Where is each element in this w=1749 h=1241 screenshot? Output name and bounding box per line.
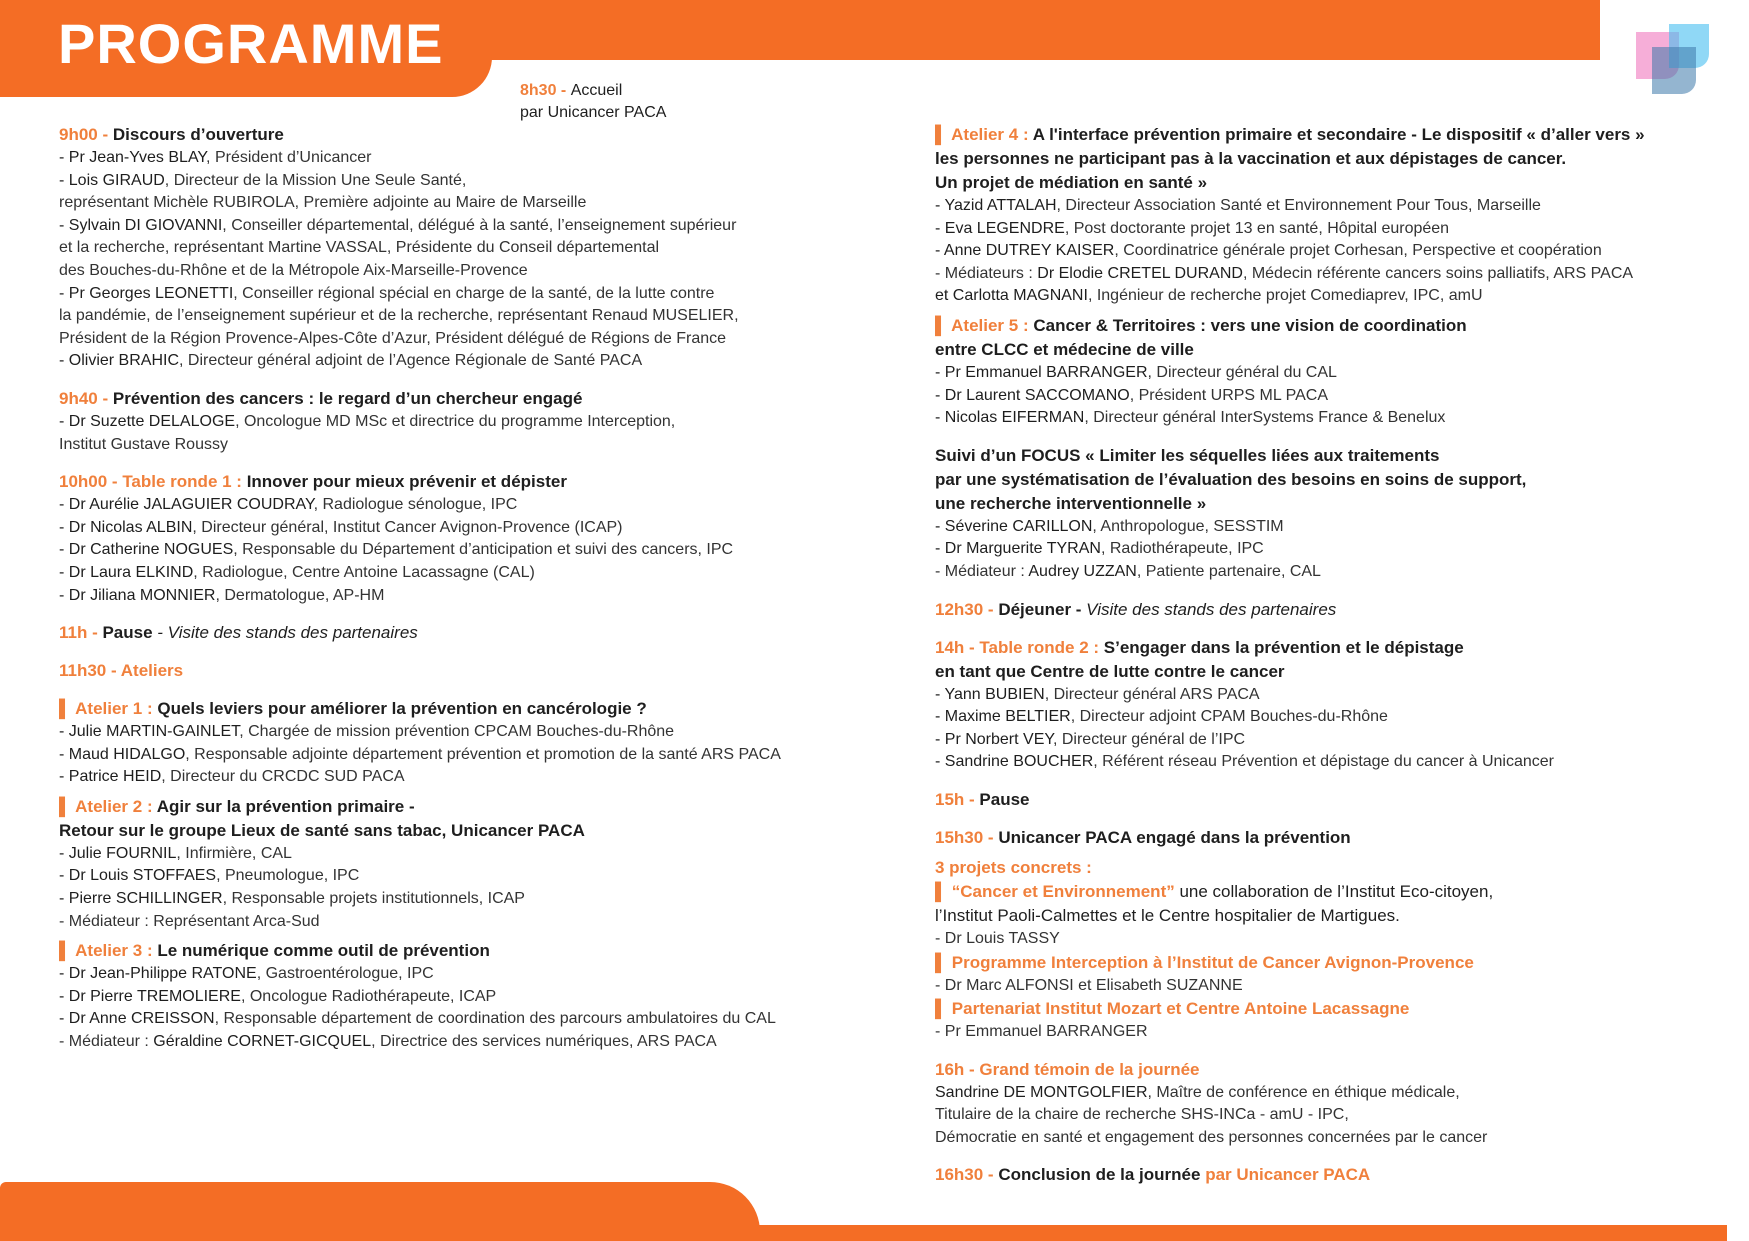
speaker-name: - Dr Pierre TREMOLIERE xyxy=(59,987,241,1005)
speaker-name: - Eva LEGENDRE xyxy=(935,219,1065,237)
session-engagement xyxy=(935,826,1695,850)
speaker-name: - Lois GIRAUD xyxy=(59,171,165,189)
speaker-role: , Directeur Association Santé et Environnement Pour Tous, Marseille xyxy=(1056,197,1541,214)
speaker-role: , Coordinatrice générale projet Corhesan, Perspective et coopération xyxy=(1114,242,1602,260)
speaker-role: , Conseiller régional spécial en charge de la santé, de la lutte contre xyxy=(233,284,715,302)
project-people: - Dr Marc ALFONSI et Elisabeth SUZANNE xyxy=(935,976,1243,994)
speaker-name: - Pierre SCHILLINGER xyxy=(59,890,223,908)
atelier-3 xyxy=(59,939,819,1053)
speaker-line xyxy=(59,215,819,238)
project-2 xyxy=(935,951,1695,975)
speaker-name: - Yann BUBIEN xyxy=(935,685,1045,703)
speaker-name: - Nicolas EIFERMAN xyxy=(935,409,1085,427)
speaker-prefix: - Médiateur : xyxy=(59,1033,154,1051)
speaker-line xyxy=(59,283,819,306)
speaker-line xyxy=(59,865,819,888)
atelier-title: Quels leviers pour améliorer la prévention en cancérologie ? xyxy=(157,699,647,719)
speaker-role: , Anthropologue, SESSTIM xyxy=(1092,517,1284,535)
speaker-name: - Dr Aurélie JALAGUIER COUDRAY xyxy=(59,496,314,514)
speaker-role: , Médecin référente cancers soins palliatifs, ARS PACA xyxy=(1242,264,1634,282)
speaker-name: - Dr Laura ELKIND xyxy=(59,563,194,581)
page-title: PROGRAMME xyxy=(58,12,444,75)
atelier-title-cont: Retour sur le groupe Lieux de santé sans tabac, Unicancer PACA xyxy=(59,820,585,840)
speaker-line xyxy=(935,729,1695,752)
speaker-role: , Oncologue MD MSc et directrice du programme Interception, xyxy=(235,412,676,430)
session-lunch xyxy=(935,598,1695,622)
speaker-name: - Dr Louis STOFFAES xyxy=(59,867,217,885)
speaker-role: , Gastroentérologue, IPC xyxy=(256,965,434,983)
speaker-name: Audrey UZZAN xyxy=(1028,562,1137,580)
speaker-role: représentant Michèle RUBIROLA, Première adjointe au Maire de Marseille xyxy=(59,194,587,212)
speaker-line xyxy=(59,963,819,986)
speaker-line xyxy=(935,195,1695,218)
speaker-line xyxy=(59,305,819,328)
speaker-list xyxy=(59,963,819,1053)
atelier-title: Agir sur la prévention primaire - xyxy=(156,796,415,816)
speaker-role: , Pneumologue, IPC xyxy=(216,867,360,885)
speaker-line xyxy=(59,888,819,911)
speaker-line xyxy=(59,744,819,767)
session-title: Innover pour mieux prévenir et dépister xyxy=(246,472,567,492)
speaker-list xyxy=(935,195,1695,308)
accueil-block xyxy=(520,80,666,124)
session-title: S’engager dans la prévention et le dépistage xyxy=(1103,637,1464,657)
speaker-line xyxy=(59,539,819,562)
speaker-role: , Référent réseau Prévention et dépistage du cancer à Unicancer xyxy=(1093,753,1554,771)
speaker-role: , Oncologue Radiothérapeute, ICAP xyxy=(240,987,497,1005)
speaker-line xyxy=(59,260,819,283)
speaker-line xyxy=(935,538,1695,561)
atelier-title: Le numérique comme outil de prévention xyxy=(157,941,490,961)
bullet-bar-icon: ▌ xyxy=(59,699,72,719)
atelier-2 xyxy=(59,795,819,933)
unicancer-logo-icon xyxy=(1636,24,1712,96)
atelier-4 xyxy=(935,123,1695,308)
bullet-bar-icon: ▌ xyxy=(935,315,948,335)
speaker-list xyxy=(59,411,819,456)
time: 16h - xyxy=(935,1059,980,1079)
speaker-role: , Responsable du Département d’anticipation et suivi des cancers, IPC xyxy=(233,541,734,559)
speaker-name: - Sylvain DI GIOVANNI xyxy=(59,216,223,234)
atelier-title: Cancer & Territoires : vers une vision de coordination xyxy=(1033,315,1467,335)
speaker-line xyxy=(59,986,819,1009)
speaker-role: , Président d’Unicancer xyxy=(206,149,372,166)
speaker-name: - Dr Jean-Philippe RATONE xyxy=(59,965,257,983)
speaker-name: - Dr Laurent SACCOMANO xyxy=(935,386,1130,404)
speaker-line xyxy=(59,494,819,517)
time: 11h30 - xyxy=(59,661,121,681)
speaker-name: - Julie MARTIN-GAINLET xyxy=(59,723,240,741)
speaker-role: , Directeur général de l’IPC xyxy=(1052,730,1246,748)
session-label: Ateliers xyxy=(120,661,184,681)
speaker-role: la pandémie, de l’enseignement supérieur et de la recherche, représentant Renaud MUSELIER, xyxy=(59,307,739,325)
atelier-1 xyxy=(59,697,819,789)
separator: - xyxy=(152,623,168,643)
atelier-5 xyxy=(935,314,1695,430)
focus-block xyxy=(935,444,1695,584)
focus-title-cont: une recherche interventionnelle » xyxy=(935,493,1207,513)
speaker-line xyxy=(59,766,819,789)
accueil-label: Accueil xyxy=(570,82,623,99)
speaker-line xyxy=(935,516,1695,539)
time: 12h30 - xyxy=(935,599,999,619)
speaker-name: Dr Elodie CRETEL DURAND xyxy=(1037,264,1243,282)
speaker-line xyxy=(59,843,819,866)
project-label: Partenariat Institut Mozart et Centre Antoine Lacassagne xyxy=(951,999,1410,1019)
time: 16h30 - xyxy=(935,1165,999,1185)
session-label: Table ronde 2 : xyxy=(979,637,1104,657)
speaker-role: , Radiothérapeute, IPC xyxy=(1100,540,1264,558)
atelier-label: Atelier 2 : xyxy=(75,796,157,816)
time: 10h00 - xyxy=(59,472,123,492)
speaker-name: Sandrine DE MONTGOLFIER xyxy=(935,1083,1148,1101)
speaker-role: , Conseiller départemental, délégué à la santé, l’enseignement supérieur xyxy=(222,216,737,234)
speaker-line xyxy=(59,911,819,934)
time: 15h - xyxy=(935,789,980,809)
speaker-list xyxy=(59,494,819,607)
session-title: Conclusion de la journée xyxy=(998,1165,1206,1185)
speaker-line xyxy=(935,407,1695,430)
speaker-role: , Dermatologue, AP-HM xyxy=(215,586,385,604)
speaker-role: , Directeur général, Institut Cancer Avignon-Provence (ICAP) xyxy=(192,518,623,536)
session-ateliers xyxy=(59,659,819,683)
session-title: Prévention des cancers : le regard d’un chercheur engagé xyxy=(112,388,583,408)
speaker-name: - Dr Anne CREISSON xyxy=(59,1010,215,1028)
project-people: - Dr Louis TASSY xyxy=(935,929,1060,947)
speaker-list xyxy=(59,721,819,789)
bullet-bar-icon: ▌ xyxy=(935,999,948,1019)
atelier-title-cont: les personnes ne participant pas à la vaccination et aux dépistages de cancer. xyxy=(935,149,1567,168)
project-1 xyxy=(935,880,1695,904)
speaker-role: , Radiologue, Centre Antoine Lacassagne (CAL) xyxy=(193,563,535,581)
bullet-bar-icon: ▌ xyxy=(935,125,948,144)
time: 15h30 - xyxy=(935,827,999,847)
speaker-line xyxy=(935,285,1695,308)
speaker-name: - Dr Suzette DELALOGE xyxy=(59,412,236,430)
speaker-role: - Médiateur : Représentant Arca-Sud xyxy=(59,912,320,930)
speaker-prefix: - Médiateurs : xyxy=(935,264,1038,282)
session-pause xyxy=(59,621,819,645)
session-label: Table ronde 1 : xyxy=(122,472,247,492)
focus-title-cont: par une systématisation de l’évaluation des besoins en soins de support, xyxy=(935,469,1527,489)
time: 9h00 - xyxy=(59,125,113,144)
atelier-title: A l'interface prévention primaire et secondaire - Le dispositif « d’aller vers » xyxy=(1032,125,1645,144)
speaker-role: , Directeur du CRCDC SUD PACA xyxy=(161,768,405,786)
speaker-line xyxy=(935,751,1695,774)
speaker-name: et Carlotta MAGNANI xyxy=(935,287,1088,305)
speaker-role: , Maître de conférence en éthique médicale, xyxy=(1147,1083,1460,1101)
atelier-label: Atelier 4 : xyxy=(951,125,1033,144)
speaker-role: , Responsable département de coordination des parcours ambulatoires du CAL xyxy=(214,1010,776,1028)
project-desc-cont: l’Institut Paoli-Calmettes et le Centre hospitalier de Martigues. xyxy=(935,905,1400,925)
speaker-line xyxy=(935,561,1695,584)
speaker-role: , Directeur général ARS PACA xyxy=(1044,685,1260,703)
speaker-name: - Séverine CARILLON xyxy=(935,517,1093,535)
atelier-title-cont: Un projet de médiation en santé » xyxy=(935,173,1208,192)
session-table-ronde-1 xyxy=(59,470,819,607)
speaker-role: , Directeur général adjoint de l’Agence Régionale de Santé PACA xyxy=(179,352,643,370)
speaker-line xyxy=(935,240,1695,263)
bullet-bar-icon: ▌ xyxy=(59,941,72,961)
atelier-title-cont: entre CLCC et médecine de ville xyxy=(935,339,1194,359)
session-opening xyxy=(59,123,819,373)
speaker-list xyxy=(935,362,1695,430)
project-label: “Cancer et Environnement” xyxy=(951,881,1175,901)
session-by: par Unicancer PACA xyxy=(1205,1165,1371,1185)
speaker-line xyxy=(59,147,819,170)
speaker-role: , Responsable projets institutionnels, ICAP xyxy=(222,890,525,908)
speaker-line xyxy=(59,192,819,215)
session-label: Grand témoin de la journée xyxy=(979,1059,1200,1079)
speaker-role: , Post doctorante projet 13 en santé, Hôpital européen xyxy=(1064,219,1450,237)
bullet-bar-icon: ▌ xyxy=(935,881,948,901)
right-column xyxy=(935,123,1695,1201)
speaker-line xyxy=(59,434,819,457)
speaker-role: des Bouches-du-Rhône et de la Métropole Aix-Marseille-Provence xyxy=(59,261,528,279)
speaker-name: - Dr Nicolas ALBIN xyxy=(59,518,193,536)
speaker-role: Institut Gustave Roussy xyxy=(59,435,228,453)
speaker-line xyxy=(59,517,819,540)
speaker-name: - Olivier BRAHIC xyxy=(59,352,180,370)
session-title: Unicancer PACA engagé dans la prévention xyxy=(998,827,1351,847)
speaker-line xyxy=(935,362,1695,385)
speaker-line xyxy=(59,170,819,193)
speaker-role: , Directeur général InterSystems France & Benelux xyxy=(1084,409,1446,427)
speaker-role: , Responsable adjointe département prévention et promotion de la santé ARS PACA xyxy=(185,745,781,763)
session-title: Discours d’ouverture xyxy=(112,125,284,144)
speaker-line xyxy=(59,1008,819,1031)
projects-heading: 3 projets concrets : xyxy=(935,857,1092,877)
speaker-prefix: - Médiateur : xyxy=(935,562,1029,580)
session-title-cont: en tant que Centre de lutte contre le cancer xyxy=(935,661,1285,681)
speaker-line xyxy=(935,706,1695,729)
speaker-role: , Directeur général du CAL xyxy=(1147,363,1337,381)
speaker-name: - Anne DUTREY KAISER xyxy=(935,242,1115,260)
speaker-role: , Directrice des services numériques, ARS PACA xyxy=(371,1033,717,1051)
session-title: Déjeuner - xyxy=(998,599,1087,619)
session-title: Pause xyxy=(102,623,153,643)
speaker-role-cont: Démocratie en santé et engagement des personnes concernées par le cancer xyxy=(935,1128,1488,1146)
speaker-line xyxy=(59,1031,819,1054)
speaker-role: , Infirmière, CAL xyxy=(176,844,292,862)
speaker-line xyxy=(59,585,819,608)
bullet-bar-icon: ▌ xyxy=(59,796,72,816)
atelier-label: Atelier 1 : xyxy=(75,699,158,719)
speaker-list xyxy=(935,684,1695,774)
speaker-role: , Président URPS ML PACA xyxy=(1129,386,1329,404)
speaker-line xyxy=(935,684,1695,707)
accueil-by: par Unicancer PACA xyxy=(520,104,667,121)
speaker-name: - Pr Georges LEONETTI xyxy=(59,284,234,302)
speaker-line xyxy=(59,721,819,744)
speaker-role: , Patiente partenaire, CAL xyxy=(1136,562,1321,580)
atelier-label: Atelier 5 : xyxy=(951,315,1034,335)
speaker-line xyxy=(935,263,1695,286)
speaker-name: - Dr Catherine NOGUES xyxy=(59,541,234,559)
time: 9h40 - xyxy=(59,388,113,408)
speaker-role: et la recherche, représentant Martine VASSAL, Présidente du Conseil départemental xyxy=(59,239,660,257)
speaker-name: - Yazid ATTALAH xyxy=(935,197,1057,214)
speaker-name: - Sandrine BOUCHER xyxy=(935,753,1094,771)
speaker-name: - Maxime BELTIER xyxy=(935,708,1071,726)
speaker-role: , Chargée de mission prévention CPCAM Bouches-du-Rhône xyxy=(239,723,675,741)
session-title: Pause xyxy=(979,789,1030,809)
speaker-name: - Dr Marguerite TYRAN xyxy=(935,540,1101,558)
speaker-line xyxy=(59,411,819,434)
speaker-list xyxy=(59,147,819,373)
project-people: - Pr Emmanuel BARRANGER xyxy=(935,1023,1148,1041)
session-note: Visite des stands des partenaires xyxy=(1086,599,1337,619)
focus-title: Suivi d’un FOCUS « Limiter les séquelles liées aux traitements xyxy=(935,445,1440,465)
session-conclusion xyxy=(935,1163,1695,1187)
speaker-role: , Directeur adjoint CPAM Bouches-du-Rhône xyxy=(1070,708,1388,726)
speaker-line xyxy=(59,328,819,351)
session-keynote xyxy=(59,387,819,456)
speaker-line xyxy=(59,562,819,585)
session-pause-2 xyxy=(935,788,1695,812)
speaker-role: , Radiologue sénologue, IPC xyxy=(313,496,518,514)
speaker-list xyxy=(59,843,819,933)
time: 11h - xyxy=(59,623,103,643)
projects-block xyxy=(935,856,1695,1044)
speaker-name: - Pr Jean-Yves BLAY xyxy=(59,149,207,166)
speaker-role: , Ingénieur de recherche projet Comediaprev, IPC, amU xyxy=(1087,287,1483,305)
speaker-name: - Patrice HEID xyxy=(59,768,162,786)
speaker-name: - Julie FOURNIL xyxy=(59,844,177,862)
speaker-role: , Directeur de la Mission Une Seule Santé, xyxy=(164,171,467,189)
atelier-label: Atelier 3 : xyxy=(75,941,158,961)
speaker-line xyxy=(935,385,1695,408)
project-3 xyxy=(935,997,1695,1021)
footer-band xyxy=(0,1225,1727,1241)
speaker-role-cont: Titulaire de la chaire de recherche SHS-INCa - amU - IPC, xyxy=(935,1106,1349,1124)
session-witness xyxy=(935,1058,1695,1150)
project-label: Programme Interception à l’Institut de Cancer Avignon-Provence xyxy=(951,952,1474,972)
time: 14h - xyxy=(935,637,980,657)
speaker-name: - Maud HIDALGO xyxy=(59,745,186,763)
speaker-name: - Dr Jiliana MONNIER xyxy=(59,586,216,604)
speaker-line xyxy=(59,350,819,373)
time: 8h30 - xyxy=(520,82,571,99)
session-table-ronde-2 xyxy=(935,636,1695,774)
speaker-line xyxy=(935,218,1695,241)
logo-blue-square xyxy=(1652,47,1696,94)
left-column xyxy=(59,123,819,1060)
speaker-role: Président de la Région Provence-Alpes-Côte d’Azur, Président délégué de Régions de France xyxy=(59,329,727,347)
session-note: Visite des stands des partenaires xyxy=(167,623,418,643)
speaker-name: - Pr Norbert VEY xyxy=(935,730,1053,748)
project-desc: une collaboration de l’Institut Eco-citoyen, xyxy=(1174,881,1494,901)
bullet-bar-icon: ▌ xyxy=(935,952,948,972)
speaker-name: - Pr Emmanuel BARRANGER xyxy=(935,363,1148,381)
speaker-name: Géraldine CORNET-GICQUEL xyxy=(153,1033,372,1051)
speaker-line xyxy=(59,237,819,260)
speaker-list xyxy=(935,516,1695,584)
